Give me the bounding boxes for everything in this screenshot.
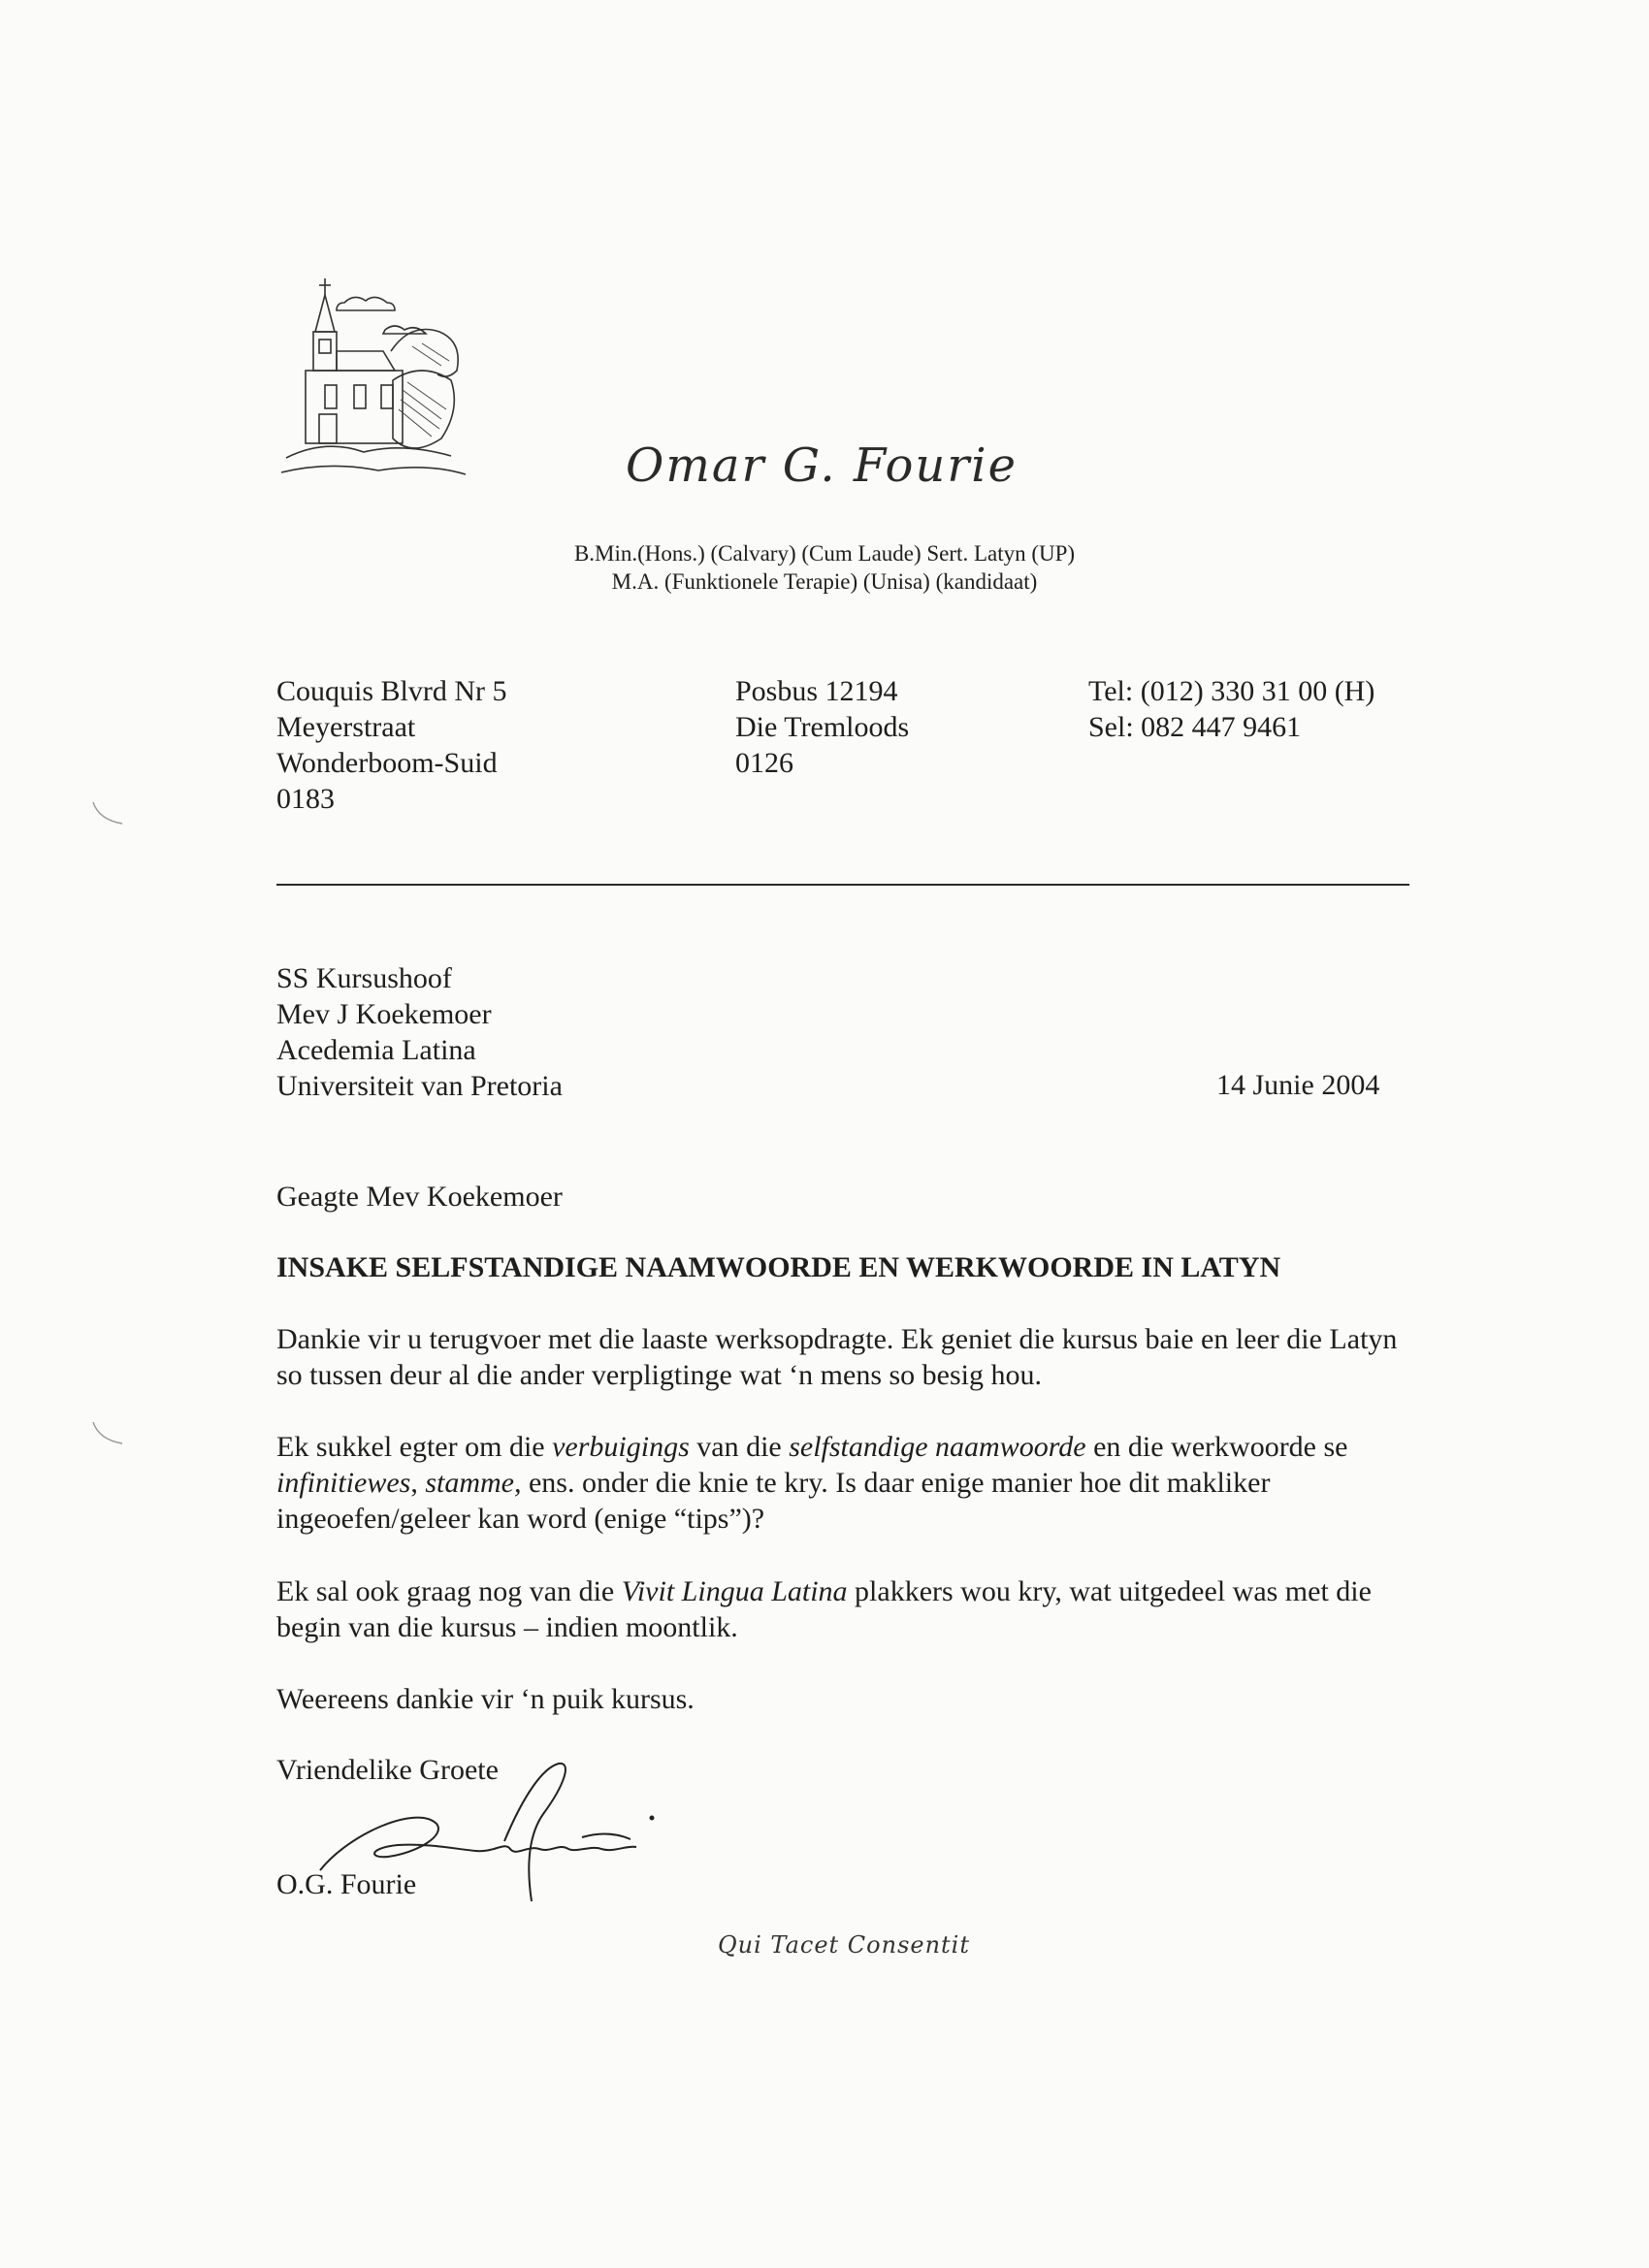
phone-line: Tel: (012) 330 31 00 (H) [1088,675,1375,707]
postal-address [735,673,909,781]
closing-line: Vriendelike Groete [276,1754,499,1786]
recipient-line: Mev J Koekemoer [276,998,492,1030]
letterhead-name: Omar G. Fourie [626,438,1018,493]
recipient-block [276,960,563,1104]
recipient-line: SS Kursushoof [276,962,452,994]
address-line: Meyerstraat [276,711,416,743]
salutation: Geagte Mev Koekemoer [276,1181,563,1213]
church-logo-icon [276,274,470,487]
address-line: Couquis Blvrd Nr 5 [276,675,507,707]
punch-hole-mark [89,1418,128,1447]
address-line: Die Tremloods [735,711,910,743]
body-paragraph-4: Weereens dankie vir ‘n puik kursus. [276,1683,695,1715]
recipient-line: Universiteit van Pretoria [276,1070,563,1102]
qualification-line: M.A. (Funktionele Terapie) (Unisa) (kandidaat) [611,569,1038,594]
mobile-line: Sel: 082 447 9461 [1088,711,1302,743]
address-line: 0126 [735,747,793,779]
street-address [276,673,507,817]
address-line: Posbus 12194 [735,675,898,707]
address-line: Wonderboom-Suid [276,747,498,779]
punch-hole-mark [89,798,128,827]
letter-date: 14 Junie 2004 [1216,1069,1380,1101]
body-paragraph-1: Dankie vir u terugvoer met die laaste werksopdragte. Ek geniet die kursus baie en leer die Latyn so tussen deur al die ander verpligtinge wat ‘n mens so besig hou. [276,1323,1398,1391]
address-line: 0183 [276,783,335,815]
recipient-line: Acedemia Latina [276,1034,476,1066]
letterhead-divider [276,884,1409,886]
subject-line: INSAKE SELFSTANDIGE NAAMWOORDE EN WERKWOORDE IN LATYN [276,1251,1281,1283]
body-paragraph-3: Ek sal ook graag nog van die Vivit Lingua Latina plakkers wou kry, wat uitgedeel was met die begin van die kursus – indien moontlik. [276,1575,1372,1643]
qualification-line: B.Min.(Hons.) (Calvary) (Cum Laude) Sert. Latyn (UP) [573,541,1076,566]
body-paragraph-2: Ek sukkel egter om die verbuigings van die selfstandige naamwoorde en die werkwoorde se infinitiewes, stamme, ens. onder die knie te kry. Is daar enige manier hoe dit makliker ingeoefen/geleer kan word (enige “tips”)? [276,1431,1348,1535]
signer-name: O.G. Fourie [276,1868,417,1900]
contact-details [1088,673,1374,745]
motto-footer: Qui Tacet Consentit [717,1931,971,1959]
